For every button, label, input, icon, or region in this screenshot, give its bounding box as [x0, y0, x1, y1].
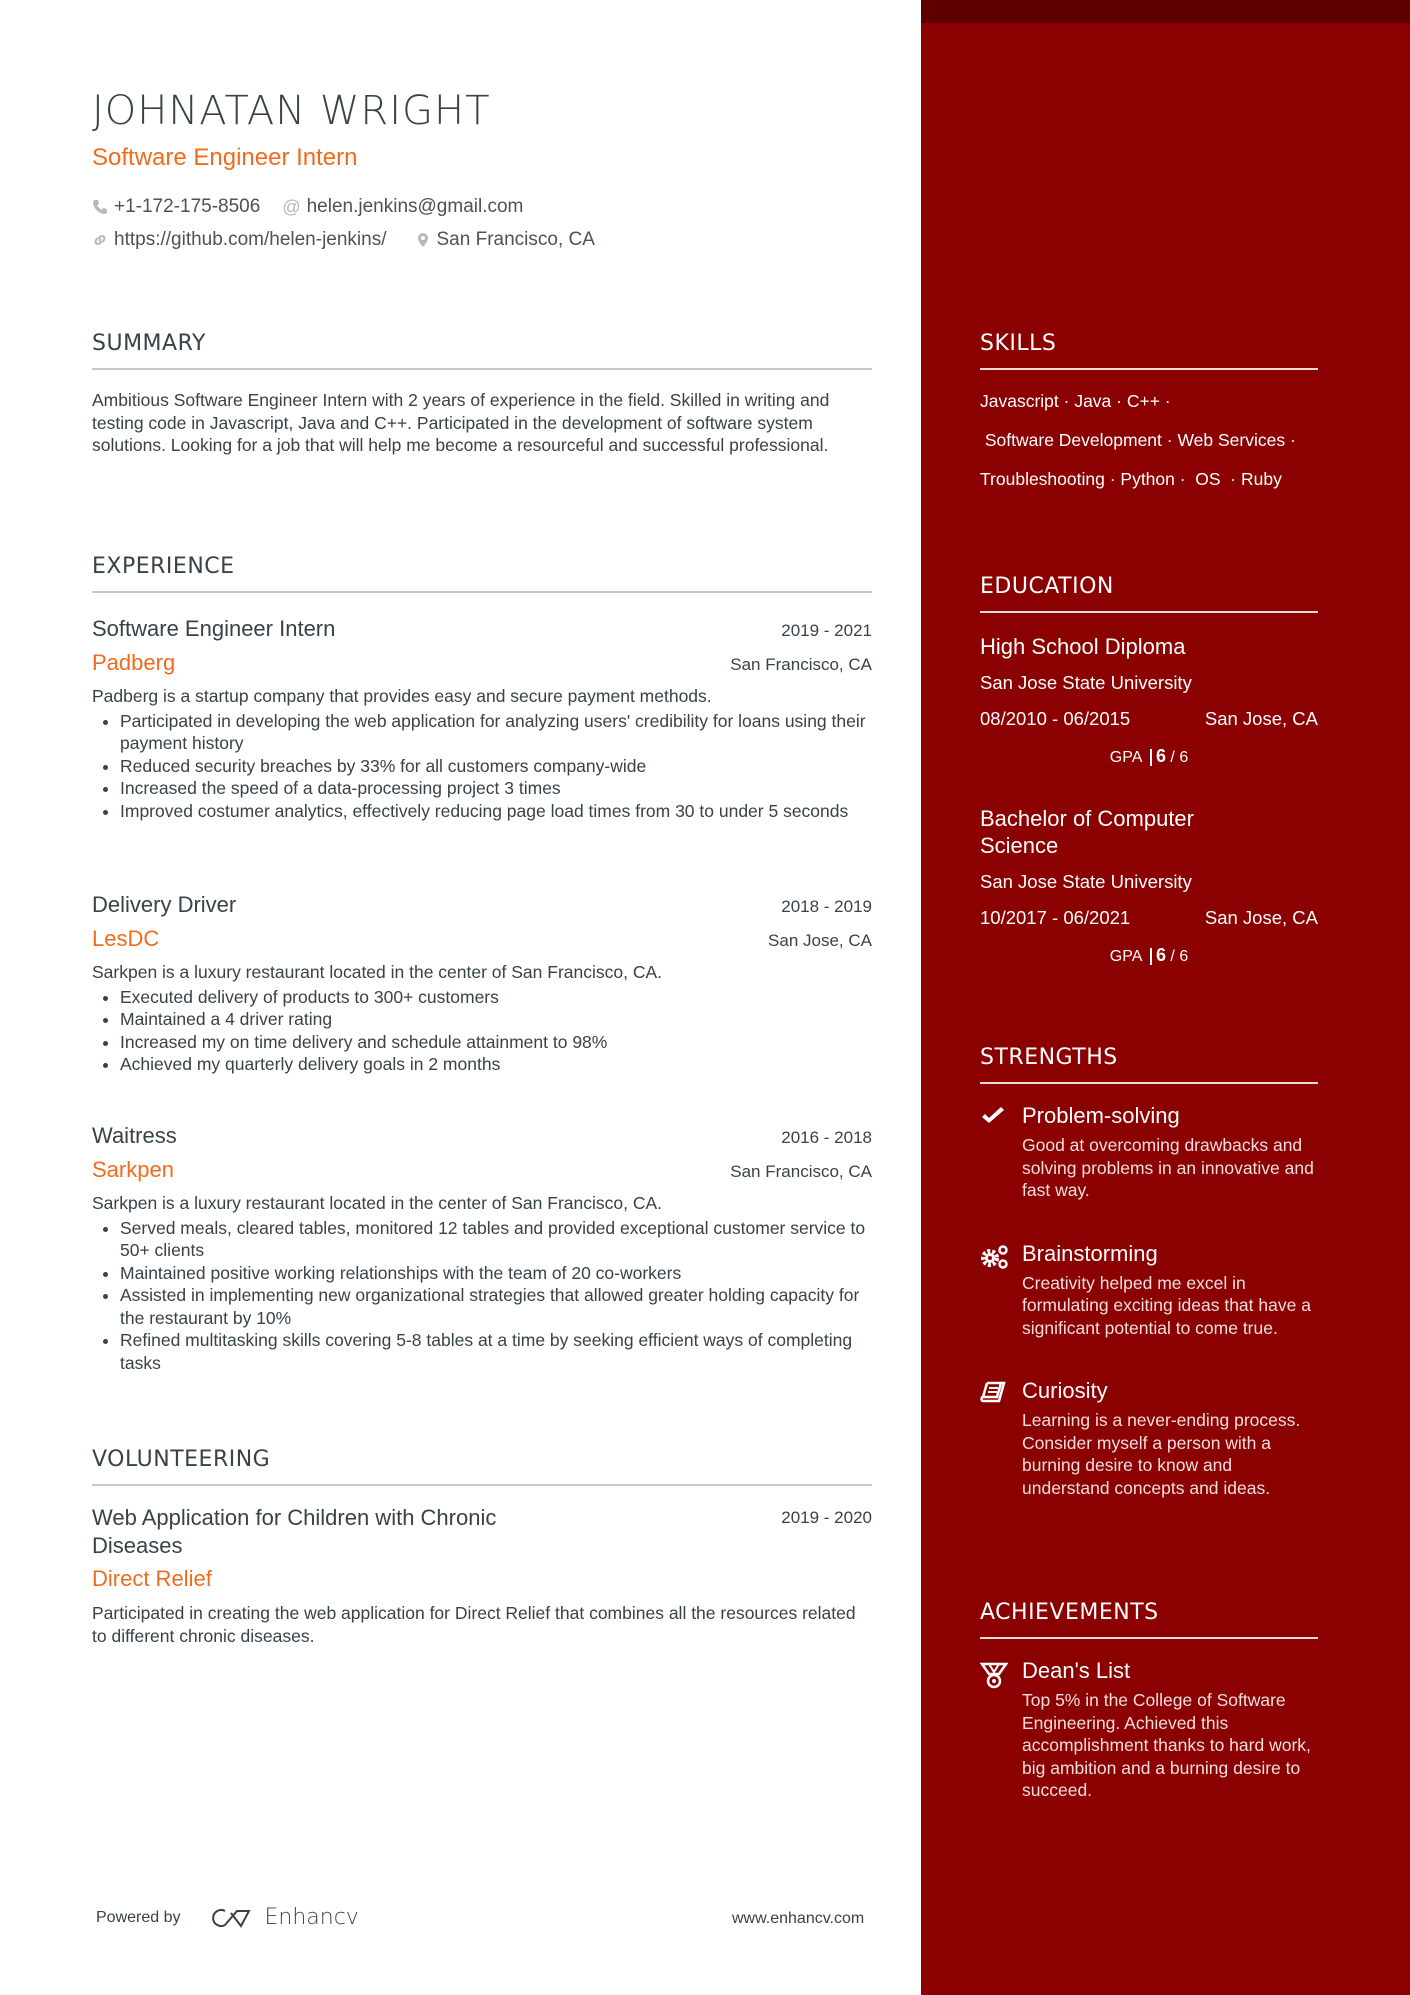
strength-title: Curiosity [1022, 1378, 1108, 1403]
volunteer-org: Direct Relief [92, 1566, 212, 1591]
gpa-max: / 6 [1170, 749, 1189, 766]
divider [92, 591, 872, 593]
enhancv-logo[interactable] [207, 1905, 359, 1930]
skills-section [980, 331, 1318, 499]
candidate-title: Software Engineer Intern [92, 144, 358, 171]
strength-title: Brainstorming [1022, 1240, 1158, 1266]
footer-url[interactable]: www.enhancv.com [732, 1910, 865, 1927]
job-dates: 2018 - 2019 [781, 897, 872, 916]
list-item: • Assisted in implementing new organizational strategies that allowed greater holding capacity for the restaurant by 10% [120, 1284, 872, 1329]
divider [980, 1082, 1318, 1084]
candidate-name: JOHNATAN WRIGHT [92, 88, 491, 134]
volunteer-description: Participated in creating the web application for Direct Relief that combines all the resources related to different chronic diseases. [92, 1603, 856, 1646]
company-name: Padberg [92, 650, 176, 675]
list-item: • Increased the speed of a data-processing project 3 times [120, 777, 872, 800]
list-item: • Increased my on time delivery and schedule attainment to 98% [120, 1031, 872, 1054]
company-description: Sarkpen is a luxury restaurant located in the center of San Francisco, CA. [92, 1193, 663, 1213]
brand-name: Enhancv [264, 1905, 359, 1930]
at-icon: @ [282, 196, 301, 217]
job-title: Waitress [92, 1123, 177, 1148]
divider [92, 368, 872, 370]
section-heading: VOLUNTEERING [92, 1447, 271, 1472]
school: San Jose State University [980, 672, 1192, 693]
strength-description: Good at overcoming drawbacks and solving problems in an innovative and fast way. [1022, 1135, 1314, 1200]
gears-icon [980, 1244, 1010, 1270]
summary-text: Ambitious Software Engineer Intern with 2 years of experience in the field. Skilled in writing and testing code in Javascript, Java and C++. Participated in the development of software system solutions. Looking for a job that will help me become a resourceful and successful professional. [92, 390, 830, 455]
experience-entry [92, 892, 872, 1076]
list-item: • Participated in developing the web application for analyzing users' credibility for loans using their payment history [120, 710, 872, 755]
edu-location: San Jose, CA [1204, 708, 1318, 729]
achievement-item [980, 1657, 1318, 1802]
divider [980, 368, 1318, 370]
email[interactable] [282, 196, 523, 218]
check-icon [980, 1106, 1006, 1126]
experience-entry [92, 1123, 872, 1374]
strength-item [980, 1377, 1318, 1499]
achievement-list [92, 1217, 872, 1375]
contact-row-2 [92, 229, 872, 251]
contact-row-1 [92, 196, 872, 218]
experience-section [92, 554, 872, 593]
skills-list [980, 382, 1318, 499]
medal-icon [980, 1661, 1008, 1689]
edu-dates: 08/2010 - 06/2015 [980, 708, 1131, 729]
divider [980, 1637, 1318, 1639]
company-name: LesDC [92, 926, 160, 951]
strength-title: Problem-solving [1022, 1103, 1180, 1128]
website-text[interactable]: https://github.com/helen-jenkins/ [114, 229, 387, 250]
book-icon [980, 1381, 1006, 1405]
education-entry [980, 805, 1318, 966]
sidebar-top-band [921, 0, 1410, 23]
location [415, 229, 595, 251]
website[interactable] [92, 229, 387, 251]
volunteer-dates: 2019 - 2020 [781, 1508, 872, 1527]
skills-line: Javascript · Java · C++ · [980, 391, 1171, 411]
achievement-description: Top 5% in the College of Software Engineering. Achieved this accomplishment thanks to hard work, big ambition and a burning desire to succeed. [1022, 1690, 1311, 1800]
footer-branding [96, 1905, 359, 1930]
section-heading: EDUCATION [980, 574, 1114, 599]
list-item: • Achieved my quarterly delivery goals in 2 months [120, 1053, 872, 1076]
section-heading: SKILLS [980, 331, 1057, 356]
section-heading: ACHIEVEMENTS [980, 1600, 1159, 1625]
experience-entry [92, 616, 872, 822]
gpa-value: 6 [1155, 746, 1166, 766]
job-location: San Jose, CA [768, 931, 872, 950]
school: San Jose State University [980, 871, 1192, 892]
job-dates: 2016 - 2018 [781, 1128, 872, 1147]
section-heading: EXPERIENCE [92, 554, 235, 579]
job-title: Software Engineer Intern [92, 616, 336, 641]
section-heading: STRENGTHS [980, 1045, 1118, 1070]
gpa [980, 945, 1318, 966]
strengths-section [980, 1045, 1318, 1499]
gpa-value: 6 [1155, 945, 1166, 965]
strength-item [980, 1102, 1318, 1202]
gpa-max: / 6 [1170, 948, 1189, 965]
achievement-title: Dean's List [1022, 1658, 1131, 1683]
location-pin-icon [415, 232, 431, 248]
phone-icon [92, 199, 108, 215]
education-section [980, 574, 1318, 966]
location-text: San Francisco, CA [436, 229, 595, 250]
summary-section [92, 331, 872, 457]
section-heading: SUMMARY [92, 331, 206, 356]
gpa-label: GPA [1109, 948, 1142, 965]
link-icon [92, 232, 108, 248]
company-description: Padberg is a startup company that provides easy and secure payment methods. [92, 686, 712, 706]
degree: Bachelor of Computer Science [980, 806, 1194, 858]
achievements-section [980, 1600, 1318, 1802]
job-location: San Francisco, CA [730, 1162, 872, 1181]
list-item: • Executed delivery of products to 300+ customers [120, 986, 872, 1009]
volunteer-title: Web Application for Children with Chronic Diseases [92, 1505, 497, 1558]
phone [92, 196, 260, 218]
company-name: Sarkpen [92, 1157, 174, 1182]
education-entry [980, 633, 1318, 767]
list-item: • Maintained positive working relationships with the team of 20 co-workers [120, 1262, 872, 1285]
gpa [980, 746, 1318, 767]
list-item: • Improved costumer analytics, effectively reducing page load times from 30 to under 5 seconds [120, 800, 872, 823]
strength-item [980, 1240, 1318, 1340]
strength-description: Learning is a never-ending process. Consider myself a person with a burning desire to know and understand concepts and ideas. [1022, 1410, 1301, 1498]
phone-text: +1-172-175-8506 [114, 196, 261, 217]
edu-location: San Jose, CA [1204, 907, 1318, 928]
divider [92, 1484, 872, 1486]
job-dates: 2019 - 2021 [781, 621, 872, 640]
list-item: • Maintained a 4 driver rating [120, 1008, 872, 1031]
company-description: Sarkpen is a luxury restaurant located in the center of San Francisco, CA. [92, 962, 663, 982]
list-item: • Refined multitasking skills covering 5-8 tables at a time by seeking efficient ways of completing tasks [120, 1329, 872, 1374]
edu-dates: 10/2017 - 06/2021 [980, 907, 1131, 928]
achievement-list [92, 710, 872, 823]
email-text[interactable]: helen.jenkins@gmail.com [306, 196, 524, 217]
list-item: • Reduced security breaches by 33% for all customers company-wide [120, 755, 872, 778]
powered-by-label: Powered by [96, 1908, 181, 1926]
gpa-label: GPA [1109, 749, 1142, 766]
achievement-list [92, 986, 872, 1076]
skills-line: Software Development · Web Services · [980, 430, 1296, 450]
list-item: • Served meals, cleared tables, monitored 12 tables and provided exceptional customer service to 50+ clients [120, 1217, 872, 1262]
strength-description: Creativity helped me excel in formulating exciting ideas that have a significant potential to come true. [1022, 1272, 1311, 1338]
volunteering-section [92, 1447, 872, 1647]
enhancv-logo-icon [207, 1906, 255, 1930]
job-title: Delivery Driver [92, 892, 237, 917]
degree: High School Diploma [980, 634, 1186, 659]
divider [980, 611, 1318, 613]
job-location: San Francisco, CA [730, 655, 872, 674]
skills-line: Troubleshooting · Python · OS · Ruby [980, 469, 1282, 489]
